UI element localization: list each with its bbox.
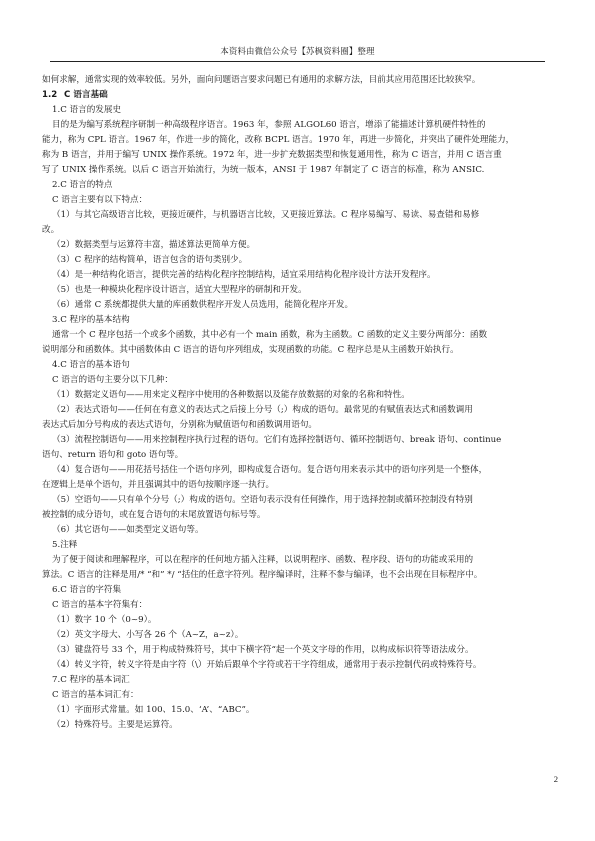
text-line: 6.C 语言的字符集 bbox=[52, 585, 122, 595]
text-line: C 语言主要有以下特点： bbox=[52, 195, 148, 205]
text-line: 为了便于阅读和理解程序，可以在程序的任何地方插入注释，以说明程序、函数、程序段、语句的功能或采用的 bbox=[52, 555, 474, 565]
text-line: 能力，称为 CPL 语言。1967 年，作进一步的简化，改称 BCPL 语言。1970 年，再进一步简化，并突出了硬件处理能力， bbox=[42, 135, 515, 145]
text-line: （1）数据定义语句——用来定义程序中使用的各种数据以及能存放数据的对象的名称和特性。 bbox=[52, 390, 410, 400]
text-line: （1）字面形式常量。如 100、15.0、‘A’、“ABC”。 bbox=[52, 705, 255, 715]
text-line: C 语言的语句主要分以下几种： bbox=[52, 375, 174, 385]
text-line: 改。 bbox=[42, 225, 60, 235]
text-line: C 语言的基本词汇有： bbox=[52, 690, 139, 700]
text-line: 7.C 程序的基本词汇 bbox=[52, 675, 130, 685]
text-line: 4.C 语言的基本语句 bbox=[52, 360, 130, 370]
section-number: 1.2 bbox=[42, 90, 58, 100]
text-line: 2.C 语言的特点 bbox=[52, 180, 113, 190]
text-line: （3）流程控制语句——用来控制程序执行过程的语句。它们有选择控制语句、循环控制语句、break 语句、continue bbox=[52, 435, 502, 445]
text-line: （6）通常 C 系统都提供大量的库函数供程序开发人员选用，能简化程序开发。 bbox=[52, 300, 354, 310]
text-line: （3）C 程序的结构简单，语言包含的语句类别少。 bbox=[52, 255, 248, 265]
text-line: 表达式后加分号构成的表达式语句，分别称为赋值语句和函数调用语句。 bbox=[42, 420, 318, 430]
text-line: （1）与其它高级语言比较，更接近硬件，与机器语言比较，又更接近算法。C 程序易编写、易读、易查错和易修 bbox=[52, 210, 480, 220]
text-line: 说明部分和函数体。其中函数体由 C 语言的语句序列组成，实现函数的功能。C 程序总是从主函数开始执行。 bbox=[42, 345, 459, 355]
text-line: （6）其它语句——如类型定义语句等。 bbox=[52, 525, 204, 535]
text-line: 目的是为编写系统程序研制一种高级程序语言。1963 年，参照 ALGOL60 语言，增添了能描述计算机硬件特性的 bbox=[52, 120, 486, 130]
text-line: 被控制的成分语句，或在复合语句的末尾放置语句标号等。 bbox=[42, 510, 266, 520]
text-line: 1.C 语言的发展史 bbox=[52, 105, 122, 115]
page-number: 2 bbox=[553, 774, 558, 784]
section-heading bbox=[42, 88, 555, 103]
text-line: （4）转义字符，转义字符是由字符（\）开始后跟单个字符或若干字符组成，通常用于表示控制代码或特殊符号。 bbox=[52, 660, 482, 670]
text-line: （5）也是一种模块化程序设计语言，适宜大型程序的研制和开发。 bbox=[52, 285, 307, 295]
text-line: 5.注释 bbox=[52, 540, 78, 550]
text-line: （2）英文字母大、小写各 26 个（A~Z，a~z）。 bbox=[52, 630, 244, 640]
text-line: 算法。C 语言的注释是用/* “和” */ “括住的任意字符列。程序编译时，注释不参与编译，也不会出现在目标程序中。 bbox=[42, 570, 483, 580]
text-line: （2）特殊符号。主要是运算符。 bbox=[52, 720, 178, 730]
document-body bbox=[42, 73, 555, 733]
text-line: 3.C 程序的基本结构 bbox=[52, 315, 130, 325]
text-line: （5）空语句——只有单个分号（;）构成的语句。空语句表示没有任何操作，用于选择控制或循环控制没有特别 bbox=[52, 495, 473, 505]
text-line: 称为 B 语言，并用于编写 UNIX 操作系统。1972 年，进一步扩充数据类型和恢复通用性，称为 C 语言，并用 C 语言重 bbox=[42, 150, 502, 160]
text-line: （2）数据类型与运算符丰富，描述算法更简单方便。 bbox=[52, 240, 256, 250]
text-line: 写了 UNIX 操作系统。以后 C 语言开始流行，为统一版本，ANSI 于 1987 年制定了 C 语言的标准，称为 ANSIC. bbox=[42, 165, 485, 175]
section-title: C 语言基础 bbox=[64, 90, 108, 100]
text-line: C 语言的基本字符集有： bbox=[52, 600, 148, 610]
text-line: 通常一个 C 程序包括一个或多个函数，其中必有一个 main 函数，称为主函数。C 函数的定义主要分两部分：函数 bbox=[52, 330, 488, 340]
text-line: 在逻辑上是单个语句，并且强调其中的语句按顺序逐一执行。 bbox=[42, 480, 275, 490]
text-line: （4）是一种结构化语言，提供完善的结构化程序控制结构，适宜采用结构化程序设计方法开发程序。 bbox=[52, 270, 436, 280]
text-line: （4）复合语句——用花括号括住一个语句序列，即构成复合语句。复合语句用来表示其中的语句序列是一个整体， bbox=[52, 465, 488, 475]
text-line: （1）数字 10 个（0~9）。 bbox=[52, 615, 157, 625]
text-line: 如何求解，通常实现的效率较低。另外，面向问题语言要求问题已有通用的求解方法，目前其应用范围还比较狭窄。 bbox=[42, 75, 481, 85]
header-divider bbox=[50, 61, 545, 62]
text-line: 语句、return 语句和 goto 语句等。 bbox=[42, 450, 184, 460]
text-line: （3）键盘符号 33 个，用于构成特殊符号，其中下横字符“起一个英文字母的作用，以构成标识符等语法成分。 bbox=[52, 645, 474, 655]
page-header: 本资料由微信公众号【苏枫资料圈】整理 bbox=[220, 46, 375, 56]
text-line: （2）表达式语句——任何在有意义的表达式之后接上分号（;）构成的语句。最常见的有赋值表达式和函数调用 bbox=[52, 405, 473, 415]
